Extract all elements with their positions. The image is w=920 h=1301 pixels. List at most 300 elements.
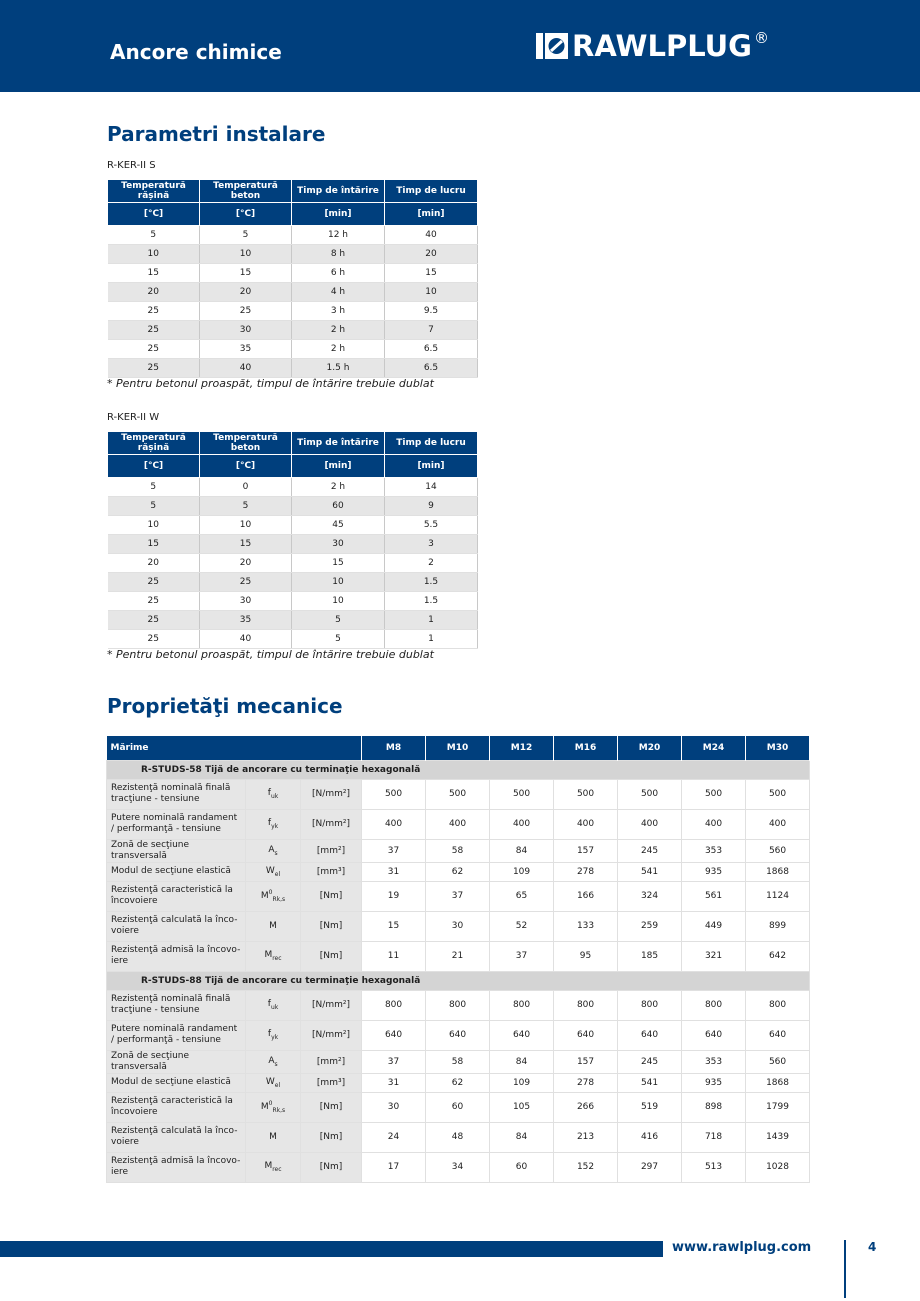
column-header: Timp de întărire [292, 180, 385, 203]
value-cell: 60 [426, 1092, 490, 1122]
table-cell: 35 [200, 611, 292, 630]
table-cell: 60 [292, 497, 385, 516]
value-cell: 500 [618, 779, 682, 809]
table-cell: 1 [385, 630, 478, 649]
size-column-header: M16 [554, 736, 618, 760]
installation-table-w [107, 431, 478, 649]
table-cell: 30 [200, 321, 292, 340]
value-cell: 513 [682, 1152, 746, 1182]
value-cell: 500 [682, 779, 746, 809]
value-cell: 213 [554, 1122, 618, 1152]
property-label: Rezistenţă admisă la încovo-iere [107, 1152, 246, 1182]
property-row [107, 1050, 810, 1073]
table-row [108, 573, 478, 592]
property-unit: [mm²] [301, 839, 362, 862]
table-cell: 1.5 [385, 573, 478, 592]
property-label: Zonă de secţiune transversală [107, 1050, 246, 1073]
symbol-letter: M [269, 921, 277, 931]
value-cell: 185 [618, 941, 682, 971]
size-column-header: M30 [746, 736, 810, 760]
symbol-subscript: el [274, 1081, 281, 1089]
value-cell: 561 [682, 881, 746, 911]
table-cell: 5 [108, 497, 200, 516]
property-row [107, 941, 810, 971]
column-header: Temperatură rășină [108, 432, 200, 455]
symbol-letter: M [264, 1161, 273, 1172]
table-cell: 2 [385, 554, 478, 573]
table-cell: 10 [200, 245, 292, 264]
table-cell: 10 [200, 516, 292, 535]
table-cell: 15 [108, 264, 200, 283]
symbol-letter: M [260, 1102, 269, 1113]
property-symbol [246, 839, 301, 862]
symbol-subscript: uk [270, 792, 279, 800]
table-cell: 20 [385, 245, 478, 264]
group-title: R-STUDS-88 Tijă de ancorare cu terminaţie hexagonală [107, 971, 810, 990]
table-label-s: R-KER-II S [107, 160, 156, 171]
property-unit: [N/mm²] [301, 779, 362, 809]
value-cell: 133 [554, 911, 618, 941]
value-cell: 500 [362, 779, 426, 809]
property-unit: [Nm] [301, 1122, 362, 1152]
symbol-subscript: Rk,s [272, 895, 286, 903]
column-header: Temperatură rășină [108, 180, 200, 203]
table-cell: 3 h [292, 302, 385, 321]
table-cell: 9 [385, 497, 478, 516]
property-unit: [N/mm²] [301, 1020, 362, 1050]
page-number: 4 [868, 1240, 877, 1254]
property-label: Putere nominală randament / performanţă - tensiune [107, 1020, 246, 1050]
table-cell: 20 [200, 283, 292, 302]
value-cell: 105 [490, 1092, 554, 1122]
table-row [108, 478, 478, 497]
group-title: R-STUDS-58 Tijă de ancorare cu terminaţie hexagonală [107, 760, 810, 779]
property-label: Rezistenţă admisă la încovo-iere [107, 941, 246, 971]
property-symbol [246, 990, 301, 1020]
symbol-subscript: el [274, 870, 281, 878]
value-cell: 109 [490, 1073, 554, 1092]
table-cell: 5.5 [385, 516, 478, 535]
value-cell: 500 [426, 779, 490, 809]
value-cell: 324 [618, 881, 682, 911]
value-cell: 84 [490, 839, 554, 862]
value-cell: 65 [490, 881, 554, 911]
value-cell: 157 [554, 839, 618, 862]
section-title-installation: Parametri instalare [107, 122, 326, 146]
table-cell: 10 [292, 573, 385, 592]
value-cell: 30 [362, 1092, 426, 1122]
table-cell: 30 [292, 535, 385, 554]
value-cell: 62 [426, 862, 490, 881]
property-label: Modul de secţiune elastică [107, 862, 246, 881]
table-cell: 9.5 [385, 302, 478, 321]
value-cell: 800 [682, 990, 746, 1020]
symbol-subscript: yk [271, 1033, 279, 1041]
section-title-mechanical: Proprietăţi mecanice [107, 694, 343, 718]
value-cell: 31 [362, 1073, 426, 1092]
table-cell: 15 [200, 264, 292, 283]
table-cell: 25 [108, 592, 200, 611]
value-cell: 640 [490, 1020, 554, 1050]
value-cell: 1799 [746, 1092, 810, 1122]
value-cell: 640 [618, 1020, 682, 1050]
symbol-subscript: s [274, 849, 278, 857]
table-cell: 25 [200, 302, 292, 321]
value-cell: 640 [362, 1020, 426, 1050]
property-unit: [mm³] [301, 1073, 362, 1092]
property-row [107, 839, 810, 862]
table-cell: 20 [108, 283, 200, 302]
table-row [108, 611, 478, 630]
value-cell: 245 [618, 1050, 682, 1073]
symbol-letter: W [265, 1076, 275, 1087]
table-cell: 25 [108, 321, 200, 340]
value-cell: 718 [682, 1122, 746, 1152]
value-cell: 37 [362, 1050, 426, 1073]
unit-header: [min] [385, 203, 478, 226]
property-row [107, 1152, 810, 1182]
table-cell: 0 [200, 478, 292, 497]
footer-divider [844, 1240, 846, 1298]
symbol-subscript: uk [270, 1003, 279, 1011]
value-cell: 400 [426, 809, 490, 839]
mechanical-properties-table [106, 736, 810, 1183]
value-cell: 400 [554, 809, 618, 839]
table-cell: 40 [385, 226, 478, 245]
table-cell: 2 h [292, 321, 385, 340]
value-cell: 1028 [746, 1152, 810, 1182]
value-cell: 1868 [746, 1073, 810, 1092]
property-symbol [246, 1122, 301, 1152]
column-header: Temperatură beton [200, 180, 292, 203]
unit-header: [min] [292, 203, 385, 226]
value-cell: 400 [490, 809, 554, 839]
column-header: Timp de întărire [292, 432, 385, 455]
value-cell: 353 [682, 1050, 746, 1073]
table-row [108, 554, 478, 573]
value-cell: 31 [362, 862, 426, 881]
property-label: Rezistenţă nominală finală tracţiune - tensiune [107, 779, 246, 809]
value-cell: 52 [490, 911, 554, 941]
property-label: Rezistenţă caracteristică la încovoiere [107, 881, 246, 911]
property-label: Zonă de secţiune transversală [107, 839, 246, 862]
table-cell: 7 [385, 321, 478, 340]
value-cell: 37 [490, 941, 554, 971]
table-cell: 6 h [292, 264, 385, 283]
property-symbol [246, 862, 301, 881]
value-cell: 898 [682, 1092, 746, 1122]
value-cell: 935 [682, 862, 746, 881]
value-cell: 1439 [746, 1122, 810, 1152]
value-cell: 640 [682, 1020, 746, 1050]
value-cell: 17 [362, 1152, 426, 1182]
table-cell: 3 [385, 535, 478, 554]
property-row [107, 990, 810, 1020]
value-cell: 259 [618, 911, 682, 941]
property-row [107, 1092, 810, 1122]
property-symbol [246, 941, 301, 971]
table-row [108, 497, 478, 516]
value-cell: 400 [682, 809, 746, 839]
value-cell: 166 [554, 881, 618, 911]
size-column-header: M12 [490, 736, 554, 760]
value-cell: 157 [554, 1050, 618, 1073]
value-cell: 37 [362, 839, 426, 862]
value-cell: 500 [490, 779, 554, 809]
table-cell: 14 [385, 478, 478, 497]
footnote-s: * Pentru betonul proaspăt, timpul de întărire trebuie dublat [107, 377, 434, 390]
group-row [107, 760, 810, 779]
table-cell: 25 [108, 302, 200, 321]
property-row [107, 809, 810, 839]
table-cell: 10 [108, 245, 200, 264]
symbol-letter: f [267, 1029, 272, 1040]
table-cell: 15 [108, 535, 200, 554]
symbol-subscript: rec [272, 1165, 282, 1173]
header-bar [0, 0, 920, 92]
footer-website-link[interactable]: www.rawlplug.com [672, 1240, 812, 1255]
size-column-header: M10 [426, 736, 490, 760]
symbol-subscript: yk [271, 822, 279, 830]
property-symbol [246, 1152, 301, 1182]
footnote-w: * Pentru betonul proaspăt, timpul de întărire trebuie dublat [107, 648, 434, 661]
table-cell: 12 h [292, 226, 385, 245]
value-cell: 800 [490, 990, 554, 1020]
value-cell: 541 [618, 1073, 682, 1092]
unit-header: [°C] [200, 203, 292, 226]
property-label: Putere nominală randament / performanţă - tensiune [107, 809, 246, 839]
logo-wordmark: RAWLPLUG [572, 29, 752, 63]
table-cell: 5 [292, 611, 385, 630]
value-cell: 800 [362, 990, 426, 1020]
table-row [108, 226, 478, 245]
size-header: Mărime [107, 736, 362, 760]
table-cell: 8 h [292, 245, 385, 264]
table-cell: 25 [108, 340, 200, 359]
installation-table-s [107, 179, 478, 378]
table-cell: 25 [108, 630, 200, 649]
symbol-letter: A [268, 1055, 275, 1066]
property-label: Rezistenţă nominală finală tracţiune - tensiune [107, 990, 246, 1020]
table-cell: 5 [292, 630, 385, 649]
property-row [107, 1122, 810, 1152]
value-cell: 62 [426, 1073, 490, 1092]
property-unit: [mm²] [301, 1050, 362, 1073]
value-cell: 84 [490, 1122, 554, 1152]
symbol-letter: f [267, 999, 271, 1010]
symbol-letter: A [268, 844, 275, 855]
symbol-subscript: s [274, 1060, 278, 1068]
size-column-header: M8 [362, 736, 426, 760]
symbol-subscript: Rk,s [272, 1106, 286, 1114]
value-cell: 19 [362, 881, 426, 911]
value-cell: 84 [490, 1050, 554, 1073]
value-cell: 297 [618, 1152, 682, 1182]
table-row [108, 264, 478, 283]
value-cell: 37 [426, 881, 490, 911]
registered-mark: ® [754, 29, 769, 47]
property-symbol [246, 1092, 301, 1122]
property-row [107, 1020, 810, 1050]
property-unit: [mm³] [301, 862, 362, 881]
value-cell: 400 [362, 809, 426, 839]
property-unit: [N/mm²] [301, 990, 362, 1020]
property-unit: [Nm] [301, 1092, 362, 1122]
table-cell: 10 [108, 516, 200, 535]
value-cell: 11 [362, 941, 426, 971]
symbol-letter: f [267, 788, 271, 799]
table-row [108, 535, 478, 554]
symbol-letter: W [265, 865, 275, 876]
table-cell: 40 [200, 359, 292, 378]
symbol-letter: M [269, 1132, 277, 1142]
table-cell: 40 [200, 630, 292, 649]
table-cell: 15 [292, 554, 385, 573]
unit-header: [°C] [108, 203, 200, 226]
rawlplug-logo-icon [536, 31, 568, 61]
table-cell: 20 [108, 554, 200, 573]
value-cell: 15 [362, 911, 426, 941]
property-unit: [Nm] [301, 881, 362, 911]
table-row [108, 359, 478, 378]
value-cell: 800 [426, 990, 490, 1020]
property-symbol [246, 911, 301, 941]
group-row [107, 971, 810, 990]
column-header: Timp de lucru [385, 432, 478, 455]
property-unit: [N/mm²] [301, 809, 362, 839]
property-row [107, 862, 810, 881]
table-cell: 1 [385, 611, 478, 630]
property-label: Rezistenţă calculată la înco-voiere [107, 1122, 246, 1152]
property-label: Rezistenţă calculată la înco-voiere [107, 911, 246, 941]
rawlplug-logo [536, 30, 769, 62]
table-cell: 25 [108, 359, 200, 378]
unit-header: [min] [292, 455, 385, 478]
table-cell: 4 h [292, 283, 385, 302]
value-cell: 560 [746, 1050, 810, 1073]
value-cell: 400 [618, 809, 682, 839]
value-cell: 1868 [746, 862, 810, 881]
value-cell: 353 [682, 839, 746, 862]
table-cell: 5 [108, 226, 200, 245]
symbol-letter: f [267, 818, 272, 829]
value-cell: 800 [746, 990, 810, 1020]
table-cell: 5 [200, 226, 292, 245]
table-cell: 25 [200, 573, 292, 592]
table-cell: 30 [200, 592, 292, 611]
table-cell: 1.5 [385, 592, 478, 611]
table-row [108, 592, 478, 611]
table-cell: 5 [108, 478, 200, 497]
table-cell: 25 [108, 573, 200, 592]
value-cell: 30 [426, 911, 490, 941]
value-cell: 640 [746, 1020, 810, 1050]
size-column-header: M20 [618, 736, 682, 760]
footer-bar [0, 1241, 663, 1257]
value-cell: 935 [682, 1073, 746, 1092]
property-row [107, 881, 810, 911]
table-cell: 6.5 [385, 359, 478, 378]
value-cell: 48 [426, 1122, 490, 1152]
property-label: Rezistenţă caracteristică la încovoiere [107, 1092, 246, 1122]
table-row [108, 245, 478, 264]
unit-header: [°C] [200, 455, 292, 478]
table-label-w: R-KER-II W [107, 412, 160, 423]
value-cell: 58 [426, 1050, 490, 1073]
value-cell: 152 [554, 1152, 618, 1182]
column-header: Timp de lucru [385, 180, 478, 203]
property-symbol [246, 1073, 301, 1092]
table-cell: 1.5 h [292, 359, 385, 378]
value-cell: 34 [426, 1152, 490, 1182]
value-cell: 519 [618, 1092, 682, 1122]
property-row [107, 1073, 810, 1092]
value-cell: 560 [746, 839, 810, 862]
value-cell: 58 [426, 839, 490, 862]
table-row [108, 516, 478, 535]
symbol-superscript: 0 [268, 889, 273, 897]
size-column-header: M24 [682, 736, 746, 760]
value-cell: 416 [618, 1122, 682, 1152]
value-cell: 640 [554, 1020, 618, 1050]
value-cell: 400 [746, 809, 810, 839]
value-cell: 245 [618, 839, 682, 862]
value-cell: 278 [554, 1073, 618, 1092]
table-cell: 10 [385, 283, 478, 302]
value-cell: 24 [362, 1122, 426, 1152]
unit-header: [min] [385, 455, 478, 478]
symbol-subscript: rec [272, 954, 282, 962]
property-unit: [Nm] [301, 941, 362, 971]
property-row [107, 779, 810, 809]
value-cell: 109 [490, 862, 554, 881]
table-cell: 45 [292, 516, 385, 535]
table-cell: 2 h [292, 340, 385, 359]
value-cell: 642 [746, 941, 810, 971]
symbol-letter: M [264, 950, 273, 961]
unit-header: [°C] [108, 455, 200, 478]
property-label: Modul de secţiune elastică [107, 1073, 246, 1092]
property-symbol [246, 809, 301, 839]
symbol-superscript: 0 [268, 1100, 273, 1108]
value-cell: 500 [746, 779, 810, 809]
property-unit: [Nm] [301, 911, 362, 941]
table-cell: 10 [292, 592, 385, 611]
page-category-title: Ancore chimice [110, 40, 282, 64]
value-cell: 266 [554, 1092, 618, 1122]
table-cell: 15 [385, 264, 478, 283]
table-row [108, 283, 478, 302]
value-cell: 1124 [746, 881, 810, 911]
property-symbol [246, 1020, 301, 1050]
table-cell: 5 [200, 497, 292, 516]
table-cell: 25 [108, 611, 200, 630]
value-cell: 278 [554, 862, 618, 881]
table-cell: 2 h [292, 478, 385, 497]
value-cell: 60 [490, 1152, 554, 1182]
table-cell: 6.5 [385, 340, 478, 359]
table-row [108, 340, 478, 359]
property-symbol [246, 1050, 301, 1073]
value-cell: 500 [554, 779, 618, 809]
value-cell: 899 [746, 911, 810, 941]
column-header: Temperatură beton [200, 432, 292, 455]
table-row [108, 302, 478, 321]
value-cell: 95 [554, 941, 618, 971]
table-row [108, 321, 478, 340]
value-cell: 640 [426, 1020, 490, 1050]
value-cell: 800 [618, 990, 682, 1020]
